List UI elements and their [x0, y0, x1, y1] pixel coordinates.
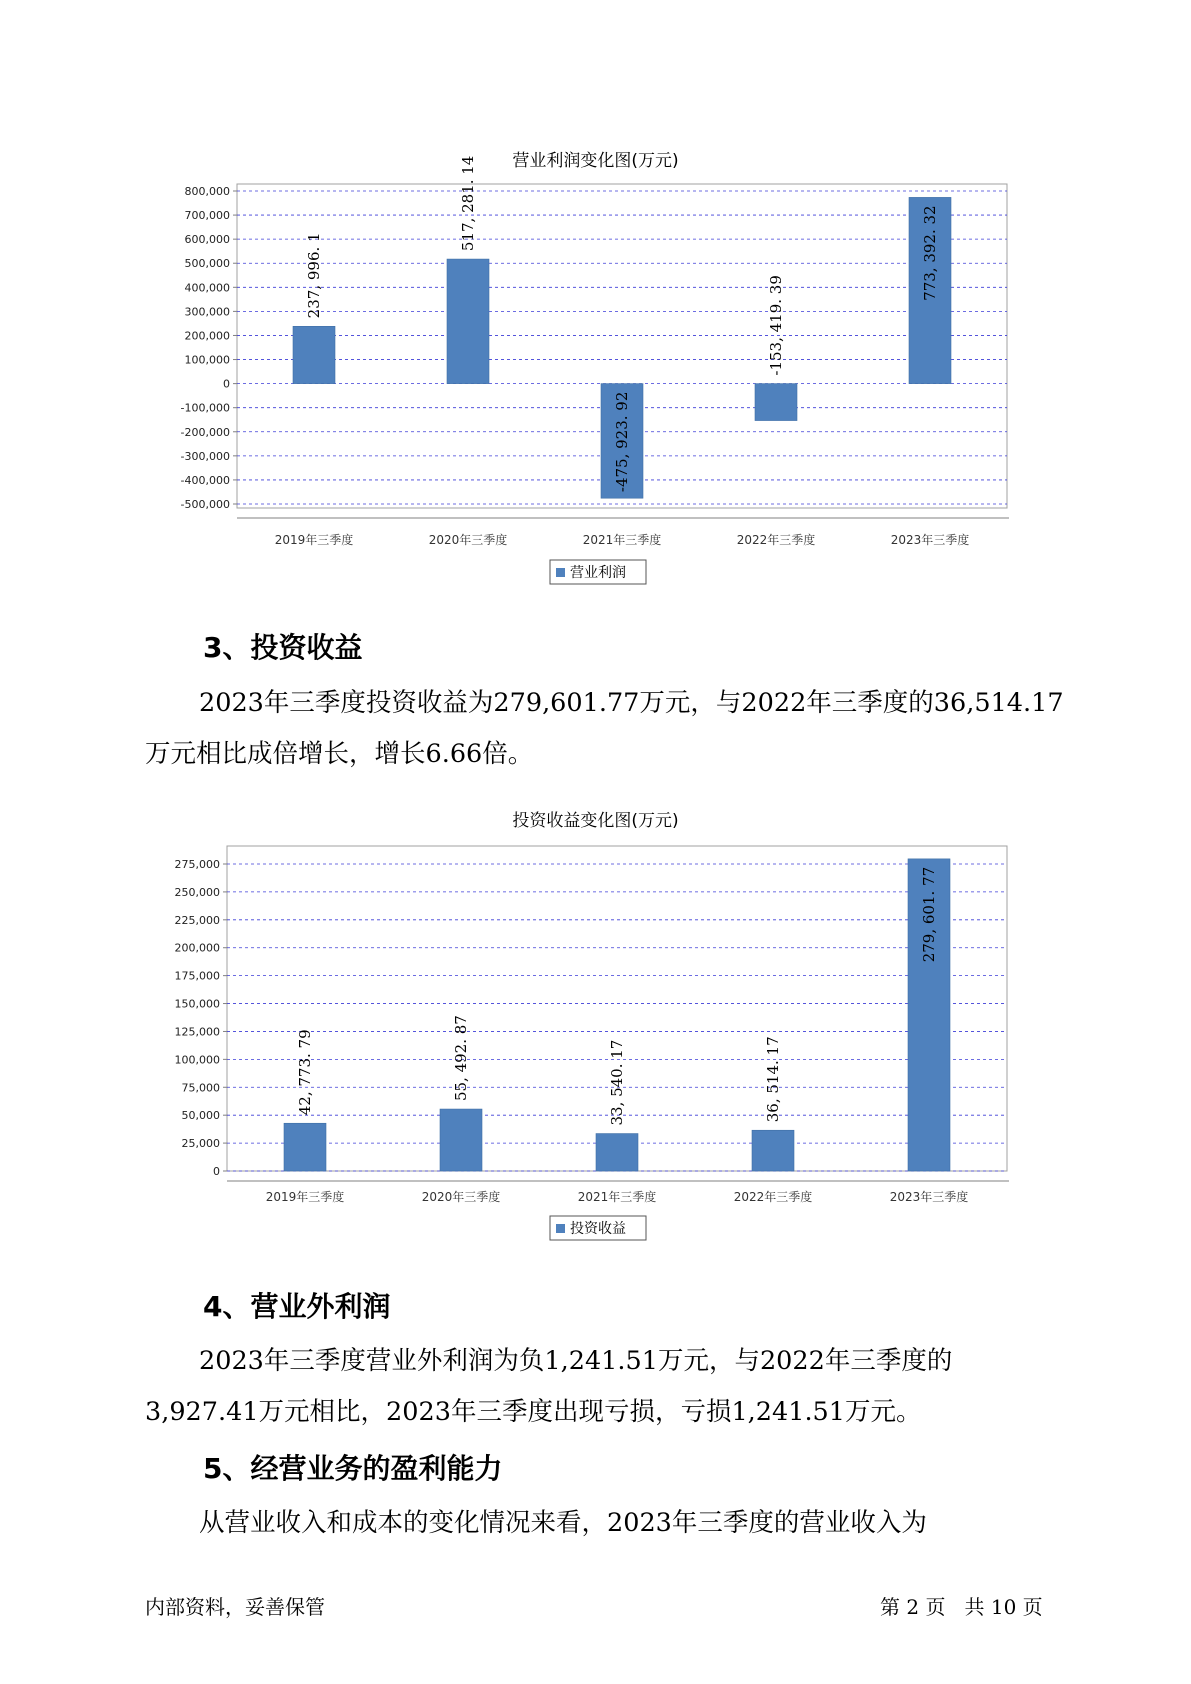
y-tick-label: -200,000	[180, 425, 230, 439]
paragraph-line: 2023年三季度投资收益为279,601.77万元，与2022年三季度的36,514.17	[199, 688, 1064, 718]
paragraph-line: 2023年三季度营业外利润为负1,241.51万元，与2022年三季度的	[199, 1346, 953, 1376]
section-text-non-operating-profit	[145, 1336, 1075, 1438]
bar-value-label: 237, 996. 1	[305, 232, 323, 319]
bar	[440, 1109, 482, 1171]
y-tick-label: 25,000	[181, 1137, 220, 1151]
paragraph-line: 从营业收入和成本的变化情况来看，2023年三季度的营业收入为	[199, 1508, 927, 1538]
chart-title-investment-income: 投资收益变化图(万元)	[512, 811, 679, 831]
bar-value-label: 517, 281. 14	[459, 155, 477, 252]
bar	[293, 326, 335, 383]
y-tick-label: 150,000	[174, 997, 220, 1011]
y-tick-label: 300,000	[184, 305, 230, 319]
y-tick-label: 275,000	[174, 858, 220, 871]
bar-value-label: 33, 540. 17	[608, 1039, 626, 1126]
y-tick-label: 175,000	[174, 969, 220, 983]
x-tick-label: 2019年三季度	[274, 533, 354, 547]
y-tick-label: 200,000	[184, 329, 230, 343]
bar	[755, 384, 797, 421]
bar	[596, 1134, 638, 1171]
paragraph-line: 万元相比成倍增长，增长6.66倍。	[145, 739, 534, 769]
footer-confidential-note: 内部资料，妥善保管	[145, 1595, 325, 1619]
section-text-investment-income	[145, 678, 1075, 780]
section-heading-investment-income: 3、投资收益	[203, 631, 363, 664]
bar-value-label: -153, 419. 39	[767, 275, 785, 376]
y-tick-label: -500,000	[180, 498, 230, 511]
legend-swatch	[556, 1224, 565, 1233]
y-tick-label: 225,000	[174, 913, 220, 927]
y-tick-label: 0	[213, 1165, 220, 1178]
y-tick-label: 200,000	[174, 941, 220, 955]
x-tick-label: 2020年三季度	[421, 1190, 501, 1204]
bar-value-label: 36, 514. 17	[764, 1036, 782, 1123]
x-tick-label: 2023年三季度	[889, 1190, 969, 1204]
bar	[447, 259, 489, 384]
footer-page-number: 第 2 页 共 10 页	[880, 1595, 1043, 1619]
x-tick-label: 2022年三季度	[736, 533, 816, 547]
bar	[752, 1130, 794, 1171]
chart-title-operating-profit: 营业利润变化图(万元)	[512, 151, 679, 171]
x-tick-label: 2020年三季度	[428, 533, 508, 547]
x-tick-label: 2022年三季度	[733, 1190, 813, 1204]
paragraph-line: 3,927.41万元相比，2023年三季度出现亏损，亏损1,241.51万元。	[145, 1397, 922, 1427]
legend-label: 投资收益	[570, 1221, 626, 1237]
y-tick-label: 75,000	[181, 1081, 220, 1095]
y-tick-label: 0	[223, 377, 230, 391]
y-tick-label: 100,000	[184, 353, 230, 367]
bar-value-label: 773, 392. 32	[921, 205, 939, 301]
y-tick-label: 800,000	[184, 185, 230, 198]
y-tick-label: 500,000	[184, 257, 230, 271]
section-heading-profitability: 5、经营业务的盈利能力	[203, 1452, 503, 1485]
bar-value-label: -475, 923. 92	[613, 391, 631, 493]
legend-swatch	[556, 568, 565, 577]
y-tick-label: -300,000	[180, 449, 230, 463]
x-tick-label: 2021年三季度	[577, 1190, 657, 1204]
bar-value-label: 42, 773. 79	[296, 1029, 314, 1116]
y-tick-label: 250,000	[174, 885, 220, 899]
y-tick-label: -100,000	[180, 401, 230, 415]
y-tick-label: 125,000	[174, 1025, 220, 1039]
section-heading-non-operating-profit: 4、营业外利润	[203, 1290, 391, 1323]
x-tick-label: 2021年三季度	[582, 533, 662, 547]
y-tick-label: 50,000	[181, 1109, 220, 1123]
bar-value-label: 55, 492. 87	[452, 1015, 470, 1102]
y-tick-label: 100,000	[174, 1053, 220, 1067]
y-tick-label: -400,000	[180, 473, 230, 487]
x-tick-label: 2019年三季度	[265, 1190, 345, 1204]
y-tick-label: 700,000	[184, 209, 230, 223]
bar	[284, 1123, 326, 1171]
y-tick-label: 400,000	[184, 281, 230, 295]
y-tick-label: 600,000	[184, 233, 230, 247]
bar-value-label: 279, 601. 77	[920, 866, 938, 963]
section-text-profitability	[145, 1498, 1075, 1549]
x-tick-label: 2023年三季度	[890, 533, 970, 547]
legend-label: 营业利润	[570, 565, 626, 581]
investment-income-chart	[0, 830, 1191, 1250]
